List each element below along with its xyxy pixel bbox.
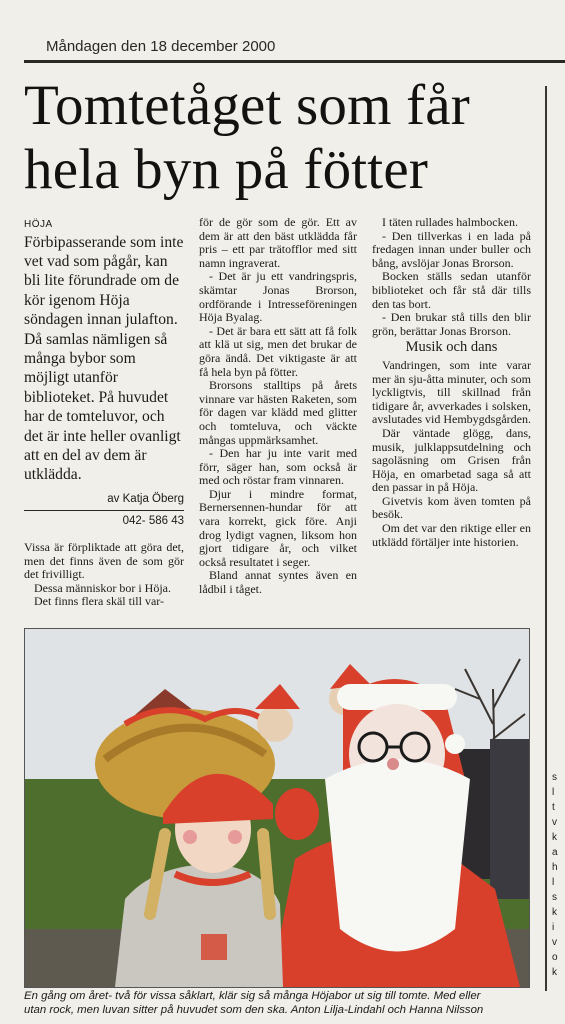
edge-mark: s bbox=[552, 772, 557, 783]
subhead: Musik och dans bbox=[405, 339, 498, 356]
photo-santa-and-girl bbox=[25, 629, 529, 987]
body-paragraph: - Den brukar stå tills den blir grön, berättar Jonas Brorson. bbox=[372, 310, 531, 338]
column-2 bbox=[199, 216, 357, 597]
column-3 bbox=[372, 216, 531, 549]
edge-mark: t bbox=[552, 802, 555, 813]
body-paragraph: - Den har ju inte varit med förr, säger han, som också är med och röstar fram vinnaren. bbox=[199, 446, 357, 488]
edge-mark: i bbox=[552, 922, 555, 933]
body-paragraph: - Det är ju ett vandringspris, skämtar Jonas Brorson, ordförande i Intresseföreningen Höja Byalag. bbox=[199, 269, 357, 325]
edge-mark: a bbox=[552, 847, 558, 858]
body-paragraph: Där väntade glögg, dans, musik, julklappsutdelning och sagoläsning om Grisen från Höja, en omarbetad saga så att den passar in på Höja. bbox=[372, 425, 531, 495]
edge-mark: h bbox=[552, 862, 558, 873]
body-paragraph: Om det var den riktige eller en utklädd förtäljer inte historien. bbox=[372, 521, 531, 549]
body-paragraph: Bland annat syntes även en lådbil i tåget. bbox=[199, 568, 357, 597]
edge-mark: l bbox=[552, 787, 555, 798]
column-edge-rule bbox=[545, 86, 547, 991]
edge-mark: k bbox=[552, 967, 557, 978]
body-paragraph: Bocken ställs sedan utanför biblioteket och får stå där tills den tas bort. bbox=[372, 269, 531, 311]
edge-mark: v bbox=[552, 817, 557, 828]
edge-mark: k bbox=[552, 832, 557, 843]
edge-mark: v bbox=[552, 937, 557, 948]
column-1 bbox=[24, 216, 184, 609]
caption-line-2: utan rock, men luvan sitter på huvudet som den ska. Anton Lilja-Lindahl och Hanna Nilsson bbox=[24, 1004, 484, 1016]
body-paragraph: Djur i mindre format, Bernersennen-hundar för att vara korrekt, gick före. Anji drog lydigt vagnen, liksom hon gjort tidigare år, och vilket också resultatet i seger. bbox=[199, 486, 357, 569]
lead-paragraph: Förbipasserande som inte vet vad som pågår, kan bli lite förundrade om de kör igenom Höja söndagen innan julafton. Då samlas nämligen så många bybor som möjligt utanför biblioteket. På huvudet har de tomteluvor, och det är inte heller ovanligt att en del av dem är utklädda. bbox=[24, 233, 184, 484]
phone-number: 042- 586 43 bbox=[122, 515, 184, 528]
edge-mark: k bbox=[552, 907, 557, 918]
byline: av Katja Öberg bbox=[107, 492, 184, 505]
body-paragraph: Vandringen, som inte varar mer än sju-åtta minuter, och som lyckligtvis, till skillnad från tidigare år, avverkades i solsken, avslutades vid Hembygdsgården. bbox=[372, 357, 531, 427]
edge-marks bbox=[552, 770, 558, 980]
headline-line-2: hela byn på fötter bbox=[24, 138, 429, 201]
edge-mark: o bbox=[552, 952, 558, 963]
place-tag: HÖJA bbox=[24, 219, 53, 230]
body-paragraph: - Den tillverkas i en lada på fredagen innan under buller och bång, avslöjar Jonas Brorson. bbox=[372, 228, 531, 270]
body-paragraph: - Det är bara ett sätt att få folk att klä ut sig, men det brukar de göra ändå. Det viktigaste är att få hela byn på fötter. bbox=[199, 323, 357, 379]
news-photo bbox=[24, 628, 530, 988]
top-rule bbox=[24, 60, 565, 63]
photo-caption bbox=[24, 989, 544, 1017]
edge-mark: l bbox=[552, 877, 555, 888]
body-paragraph: Givetvis kom även tomten på besök. bbox=[372, 493, 531, 522]
body-paragraph: för de gör som de gör. Ett av dem är att den bäst utklädda får pris – ett par trätofflor med sitt namn ingraverat. bbox=[199, 215, 357, 270]
headline bbox=[24, 74, 544, 202]
headline-line-1: Tomtetåget som får bbox=[24, 74, 470, 137]
body-paragraph: Det finns flera skäl till var- bbox=[34, 594, 165, 609]
byline-rule bbox=[24, 510, 184, 511]
body-paragraph: Vissa är förpliktade att göra det, men det finns även de som gör det frivilligt. bbox=[24, 540, 184, 582]
body-paragraph: Dessa människor bor i Höja. bbox=[34, 580, 171, 595]
edge-mark: s bbox=[552, 892, 557, 903]
dateline: Måndagen den 18 december 2000 bbox=[46, 38, 276, 55]
caption-line-1: En gång om året- två för vissa såklart, klär sig så många Höjabor ut sig till tomte. Med eller bbox=[24, 990, 481, 1002]
body-paragraph: I täten rullades halmbocken. bbox=[382, 215, 518, 229]
body-paragraph: Brorsons stalltips på årets vinnare var hästen Raketen, som för dagen var klädd med glitter och tomteluva, och väckte mångas uppmärksamhet. bbox=[199, 378, 357, 447]
